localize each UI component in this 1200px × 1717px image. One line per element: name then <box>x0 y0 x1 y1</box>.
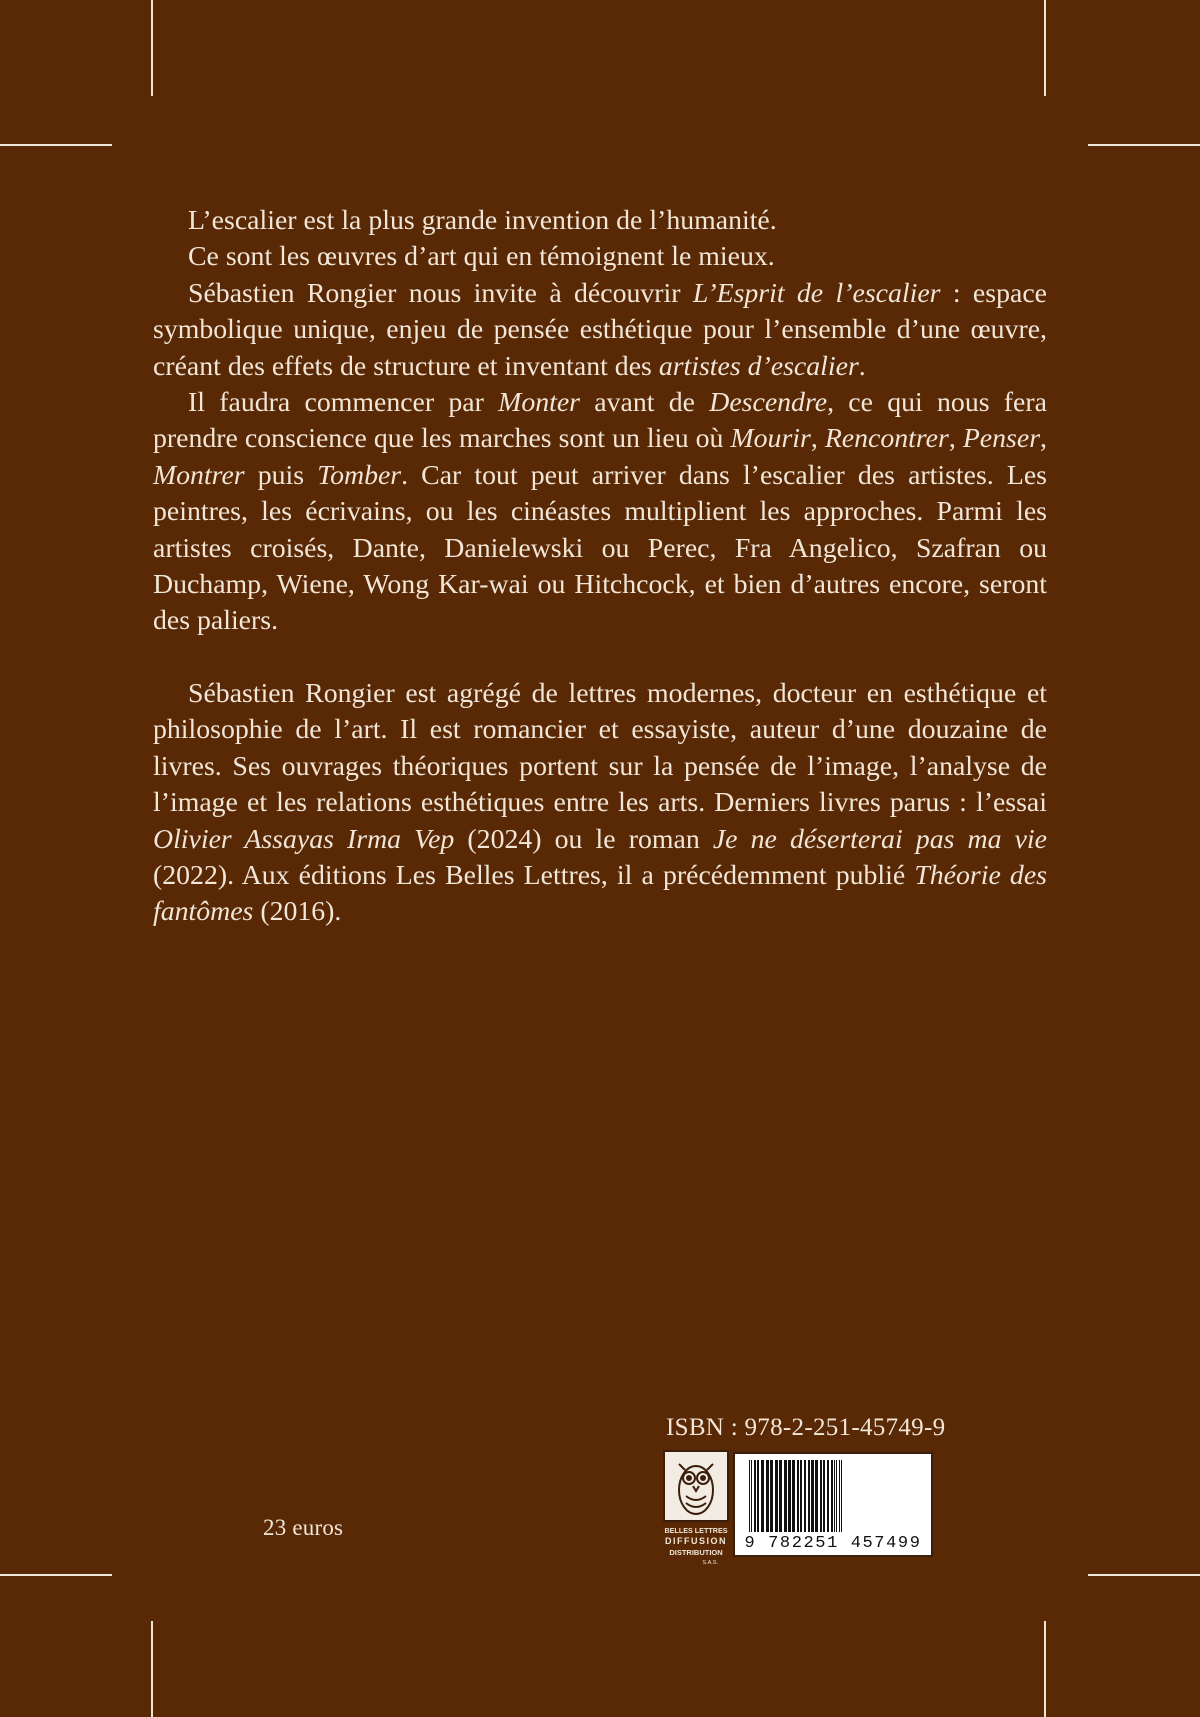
crop-mark-bottom-right-horizontal <box>1088 1574 1200 1576</box>
publisher-line-1: BELLES LETTRES <box>664 1526 728 1535</box>
book-title: L’Esprit de l’escalier <box>692 277 941 309</box>
crop-mark-top-right-vertical <box>1044 0 1046 96</box>
crop-mark-top-left-horizontal <box>0 144 112 146</box>
summary-paragraph-2: Ce sont les œuvres d’art qui en témoignent le mieux. <box>188 241 775 273</box>
isbn-barcode <box>733 1452 933 1557</box>
summary-paragraph-4: Il faudra commencer par Monter avant de Descendre, ce qui nous fera prendre conscience que les marches sont un lieu où Mourir, Rencontrer, Penser, Montrer puis Tomber. Car tout peut arriver dans l’escalier des artistes. Les peintres, les écrivains, ou les cinéastes multiplient les approches. Parmi les artistes croisés, Dante, Danielewski ou Perec, Fra Angelico, Szafran ou Duchamp, Wiene, Wong Kar-wai ou Hitchcock, et bien d’autres encore, seront des paliers. <box>153 387 1047 637</box>
crop-mark-top-left-vertical <box>151 0 153 96</box>
crop-mark-bottom-right-vertical <box>1044 1621 1046 1717</box>
logo-frame <box>664 1451 728 1521</box>
price-label: 23 euros <box>263 1515 344 1540</box>
author-bio: Sébastien Rongier est agrégé de lettres modernes, docteur en esthétique et philosophie de l’art. Il est romancier et essayiste, auteur d’une douzaine de livres. Ses ouvrages théoriques portent sur la pensée de l’image, l’analyse de l’image et les relations esthétiques entre les arts. Derniers livres parus : l’essai Olivier Assayas Irma Vep (2024) ou le roman Je ne déserterai pas ma vie (2022). Aux éditions Les Belles Lettres, il a précédemment publié Théorie des fantômes (2016). <box>153 677 1047 928</box>
isbn-label: ISBN : 978-2-251-45749-9 <box>666 1414 946 1441</box>
summary-paragraph-3: Sébastien Rongier nous invite à découvrir L’Esprit de l’escalier : espace symbolique unique, enjeu de pensée esthétique pour l’ensemble d’une œuvre, créant des effets de structure et inventant des artistes d’escalier. <box>153 277 1047 382</box>
back-cover-text <box>153 203 1047 931</box>
barcode-digits: 9 782251 457499 <box>744 1534 922 1553</box>
summary-paragraph-1: L’escalier est la plus grande invention de l’humanité. <box>188 205 777 236</box>
publisher-line-3: DISTRIBUTION <box>669 1548 723 1557</box>
publisher-line-2: DIFFUSION <box>665 1536 727 1546</box>
crop-mark-bottom-left-horizontal <box>0 1574 112 1576</box>
crop-mark-bottom-left-vertical <box>151 1621 153 1717</box>
publisher-owl-logo <box>663 1450 729 1566</box>
publisher-line-4: S.A.S. <box>702 1560 718 1566</box>
crop-mark-top-right-horizontal <box>1088 144 1200 146</box>
